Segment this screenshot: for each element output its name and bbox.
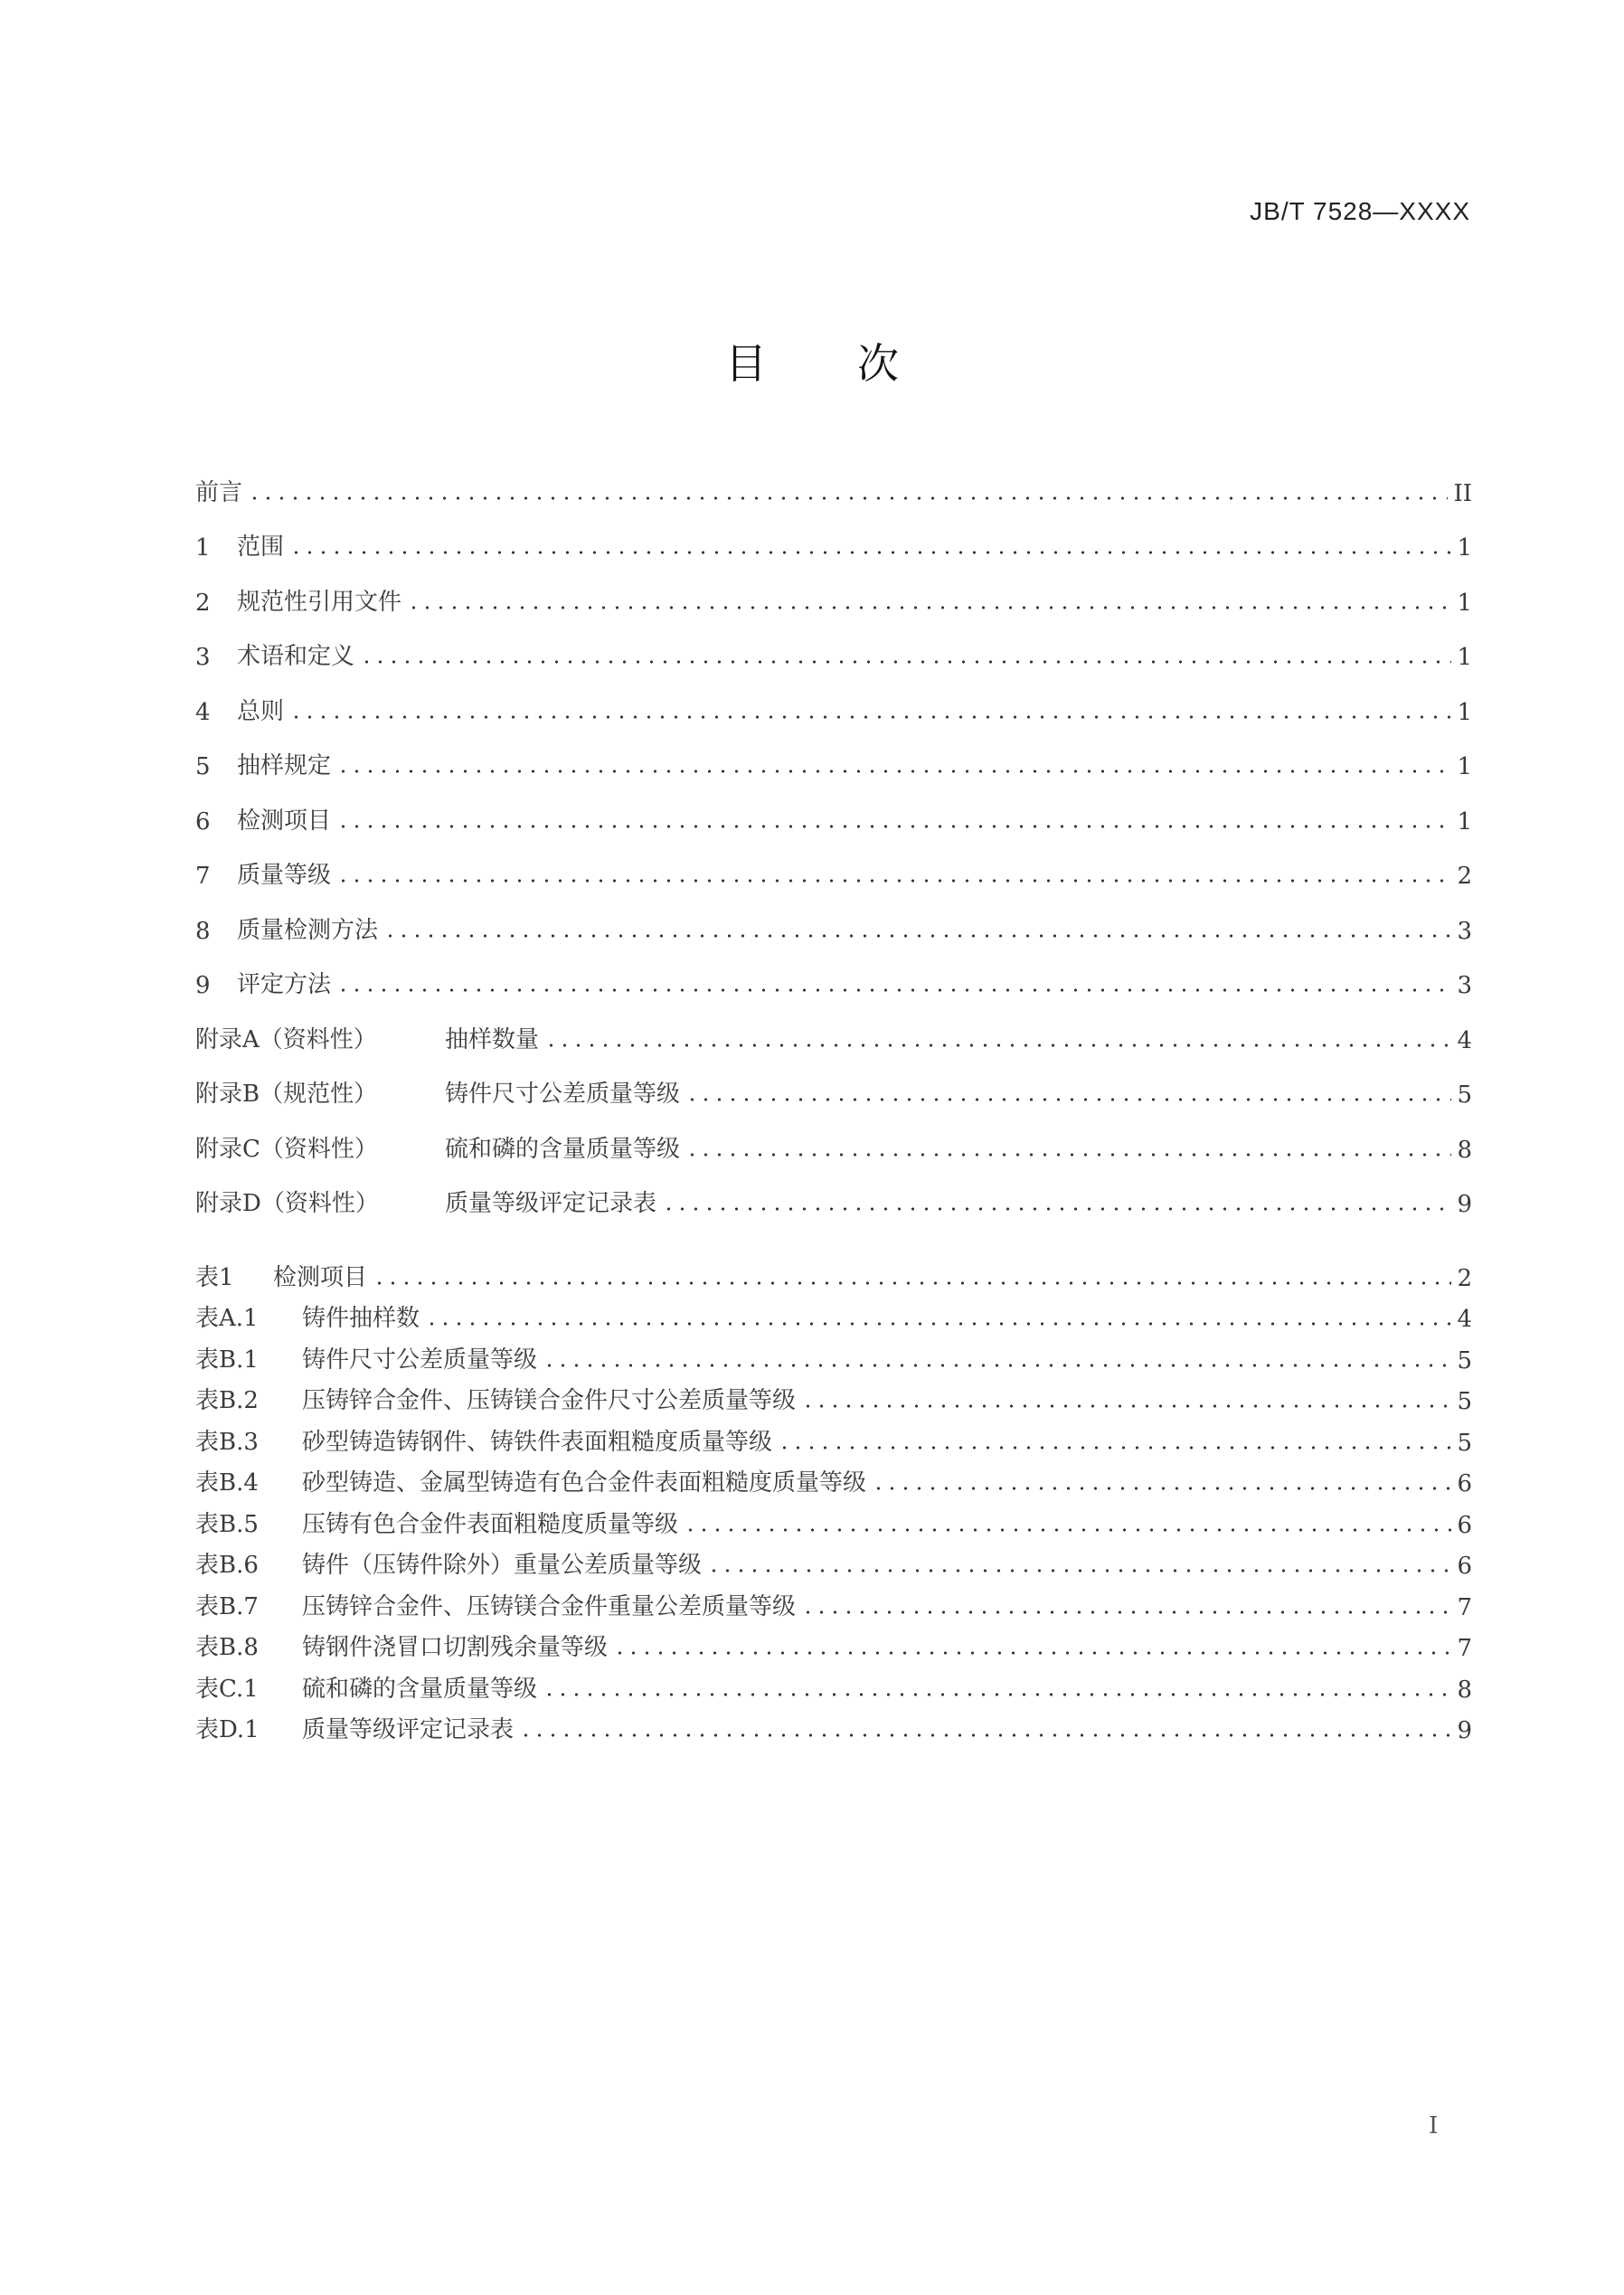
toc-entry-page: 5 [1457,1081,1472,1109]
toc-entry-label: 检测项目 [273,1263,368,1291]
toc-entry-page: 6 [1457,1511,1472,1539]
toc-entry-number: 5 [195,753,211,780]
table-number: 表B.2 [195,1387,259,1414]
toc-entry-label: 质量检测方法 [237,916,379,944]
toc-entry-label: 砂型铸造、金属型铸造有色合金件表面粗糙度质量等级 [302,1469,867,1497]
toc-entry-number: 7 [195,863,211,890]
dot-leader [336,987,1451,994]
toc-entry-6[interactable] [195,780,1472,836]
toc-entry-4[interactable] [195,671,1472,726]
toc-entry-page: 1 [1457,698,1472,726]
toc-entry-label: 规范性引用文件 [237,588,402,616]
toc-entry-label: 铸件尺寸公差质量等级 [302,1346,538,1374]
toc-entry-page: 5 [1457,1388,1472,1415]
appendix-number: 附录B（规范性） [195,1081,378,1108]
toc-entry-9[interactable] [195,945,1472,1000]
toc-entry-label: 质量等级评定记录表 [302,1716,515,1743]
toc-entry-label: 评定方法 [237,971,332,998]
toc-entry-page: 9 [1457,1191,1472,1218]
toc-entry-7[interactable] [195,836,1472,891]
table-number: 表C.1 [195,1675,259,1703]
toc-entry-label: 抽样规定 [237,752,332,779]
toc-entry-number: 8 [195,917,211,945]
toc-entry-2[interactable] [195,562,1472,617]
toc-table-1[interactable] [195,1251,1472,1292]
table-number: 表B.4 [195,1469,259,1497]
toc-entry-label: 术语和定义 [237,643,355,670]
toc-table-b3[interactable] [195,1415,1472,1457]
toc-table-c1[interactable] [195,1662,1472,1704]
dot-leader [801,1402,1451,1410]
toc-table-b6[interactable] [195,1539,1472,1581]
dot-leader [801,1609,1451,1616]
toc-entry-label: 硫和磷的含量质量等级 [302,1675,538,1703]
toc-table-b5[interactable] [195,1497,1472,1539]
toc-entry-page: 6 [1457,1553,1472,1580]
dot-leader [778,1444,1451,1451]
appendix-number: 附录D（资料性） [195,1190,379,1217]
dot-leader [685,1096,1451,1103]
dot-leader [684,1526,1451,1534]
toc-entry-1[interactable] [195,507,1472,562]
table-number: 表A.1 [195,1305,259,1332]
toc-entry-number: 6 [195,808,211,836]
toc-entry-label: 铸钢件浇冒口切割残余量等级 [302,1634,609,1661]
toc-entry-page: 7 [1457,1635,1472,1662]
toc-entry-label: 铸件抽样数 [302,1305,420,1332]
table-number: 表B.3 [195,1428,259,1456]
toc-entry-page: 8 [1457,1136,1472,1164]
toc-table-a1[interactable] [195,1292,1472,1334]
toc-table-d1[interactable] [195,1704,1472,1745]
toc-entry-label: 压铸锌合金件、压铸镁合金件重量公差质量等级 [302,1592,797,1620]
toc-appendix-a[interactable] [195,999,1472,1054]
toc-table-b7[interactable] [195,1580,1472,1621]
toc-entry-label: 铸件尺寸公差质量等级 [445,1081,681,1108]
toc-entry-number: 9 [195,972,211,999]
toc-entry-page: 2 [1457,863,1472,890]
dot-leader [543,1362,1451,1369]
toc-entry-number: 1 [195,534,211,562]
toc-entry-number: 4 [195,698,211,726]
table-number: 表1 [195,1263,234,1291]
dot-leader [662,1205,1451,1213]
toc-entry-page: 1 [1457,808,1472,836]
toc-entry-foreword[interactable] [195,452,1472,507]
toc-entry-page: 4 [1457,1026,1472,1054]
toc-table-b4[interactable] [195,1457,1472,1498]
dot-leader [336,823,1451,830]
dot-leader [872,1485,1451,1492]
dot-leader [544,1042,1451,1049]
toc-entry-page: 8 [1457,1676,1472,1704]
appendix-number: 附录C（资料性） [195,1135,378,1163]
toc-entry-page: 1 [1457,753,1472,780]
toc-appendix-d[interactable] [195,1164,1472,1219]
table-number: 表B.6 [195,1552,259,1579]
footer-page-number: I [1429,2112,1439,2139]
toc-entry-page: 5 [1457,1429,1472,1457]
page-title: 目次 [725,339,989,388]
toc-entry-page: 1 [1457,644,1472,671]
toc-entry-page: 6 [1457,1470,1472,1497]
dot-leader [336,768,1451,775]
toc-entry-label: 总则 [237,697,285,725]
table-number: 表D.1 [195,1716,260,1743]
toc-entry-3[interactable] [195,617,1472,672]
toc-entry-page: 7 [1457,1593,1472,1621]
toc-entry-label: 前言 [195,478,243,506]
standard-code: JB/T 7528—XXXX [1250,197,1470,225]
dot-leader [407,604,1451,611]
toc-entry-page: 3 [1457,917,1472,945]
dot-leader [373,1280,1451,1287]
dot-leader [336,877,1451,884]
toc-entry-5[interactable] [195,726,1472,781]
table-number: 表B.5 [195,1510,259,1538]
toc-entry-number: 3 [195,644,211,671]
table-number: 表B.7 [195,1592,259,1620]
toc-entry-page: II [1453,479,1472,507]
toc-entry-label: 硫和磷的含量质量等级 [445,1135,681,1163]
dot-leader [613,1649,1451,1657]
toc-table-b1[interactable] [195,1333,1472,1374]
dot-leader [360,658,1451,666]
dot-leader [289,713,1451,721]
toc-tables [195,1251,1472,1744]
dot-leader [289,549,1451,556]
toc-appendix-b[interactable] [195,1054,1472,1110]
dot-leader [383,932,1451,940]
toc-entry-label: 抽样数量 [445,1025,540,1053]
dot-leader [248,495,1448,502]
toc-entry-page: 2 [1457,1264,1472,1292]
toc-entry-label: 压铸有色合金件表面粗糙度质量等级 [302,1510,679,1538]
toc-entry-page: 3 [1457,972,1472,999]
dot-leader [519,1732,1451,1739]
toc-entry-label: 范围 [237,534,285,561]
toc-entry-page: 1 [1457,534,1472,562]
dot-leader [685,1151,1451,1158]
dot-leader [425,1320,1451,1327]
toc-table-b2[interactable] [195,1374,1472,1416]
toc-table-b8[interactable] [195,1621,1472,1663]
toc-entry-label: 砂型铸造铸钢件、铸铁件表面粗糙度质量等级 [302,1428,773,1456]
appendix-number: 附录A（资料性） [195,1025,377,1053]
toc-appendix-c[interactable] [195,1109,1472,1164]
dot-leader [543,1691,1451,1698]
toc-entry-label: 压铸锌合金件、压铸镁合金件尺寸公差质量等级 [302,1387,797,1414]
toc-entry-page: 1 [1457,589,1472,617]
table-number: 表B.8 [195,1634,259,1661]
toc-entry-page: 9 [1457,1717,1472,1744]
toc-entry-8[interactable] [195,890,1472,945]
toc-entry-page: 4 [1457,1306,1472,1333]
toc-entry-label: 铸件（压铸件除外）重量公差质量等级 [302,1552,703,1579]
table-number: 表B.1 [195,1346,259,1374]
toc-entry-label: 质量等级 [237,862,332,889]
toc-entry-number: 2 [195,589,211,617]
toc-entry-page: 5 [1457,1346,1472,1374]
toc-entry-label: 质量等级评定记录表 [445,1190,657,1217]
toc-entry-label: 检测项目 [237,807,332,835]
dot-leader [707,1567,1451,1574]
toc-main [195,452,1472,1218]
